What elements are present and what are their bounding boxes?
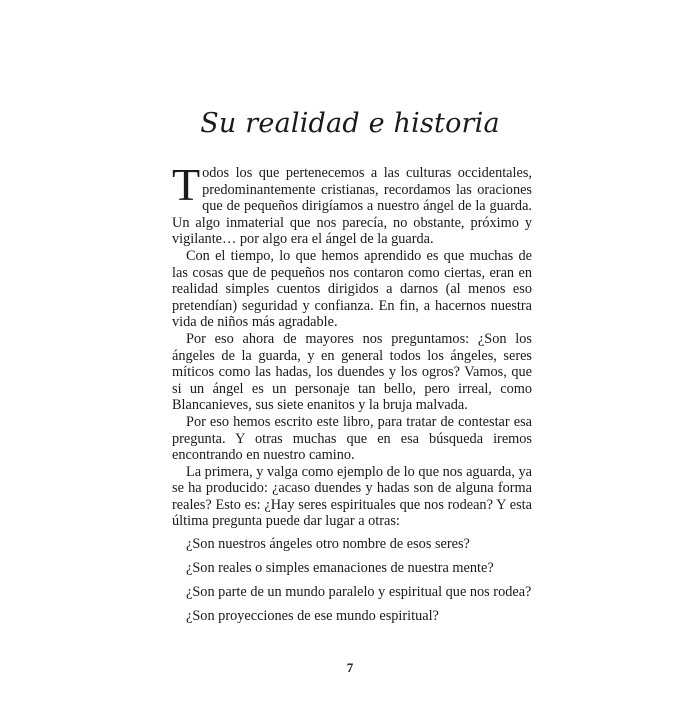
question-item: ¿Son reales o simples emanaciones de nuestra mente? (186, 560, 494, 577)
paragraph-1-text: odos los que pertenecemos a las culturas occidentales, predominantemente cristianas, recordamos las oraciones que de pequeños dirigíamos a nuestro ángel de la guarda. Un algo inmaterial que nos parecía, no obstante, próximo y vigilante… por algo era el ángel de la guarda. (172, 165, 532, 248)
question-item: ¿Son nuestros ángeles otro nombre de esos seres? (186, 536, 470, 553)
chapter-title: Su realidad e historia (200, 108, 500, 139)
body-text (172, 159, 532, 632)
paragraph-5: La primera, y valga como ejemplo de lo que nos aguarda, ya se ha producido: ¿acaso duendes y hadas son de alguna forma reales? Esto es: ¿Hay seres espirituales que nos rodean? Y esta última pregunta puede dar lugar a otras: (172, 463, 532, 530)
paragraph-2: Con el tiempo, lo que hemos aprendido es que muchas de las cosas que de pequeños nos contaron como ciertas, eran en realidad simples cuentos dirigidos a darnos (al menos eso pretendían) seguridad y confianza. En fin, a hacernos nuestra vida de niños más agradable. (172, 247, 532, 331)
question-list (172, 536, 532, 625)
question-item: ¿Son parte de un mundo paralelo y espiritual que nos rodea? (186, 584, 532, 601)
paragraph-3: Por eso ahora de mayores nos preguntamos: ¿Son los ángeles de la guarda, y en general todos los ángeles, seres míticos como las hadas, los duendes y los ogros? Vamos, que si un ángel es un personaje tan bello, pero irreal, como Blancanieves, sus siete enanitos y la bruja malvada. (172, 330, 532, 414)
question-item: ¿Son proyecciones de ese mundo espiritual? (186, 608, 439, 625)
paragraph-1 (172, 159, 532, 248)
page-number: 7 (346, 660, 354, 675)
drop-cap: T (172, 159, 201, 210)
paragraph-4: Por eso hemos escrito este libro, para tratar de contestar esa pregunta. Y otras muchas que en esa búsqueda iremos encontrando en nuestro camino. (172, 413, 532, 464)
